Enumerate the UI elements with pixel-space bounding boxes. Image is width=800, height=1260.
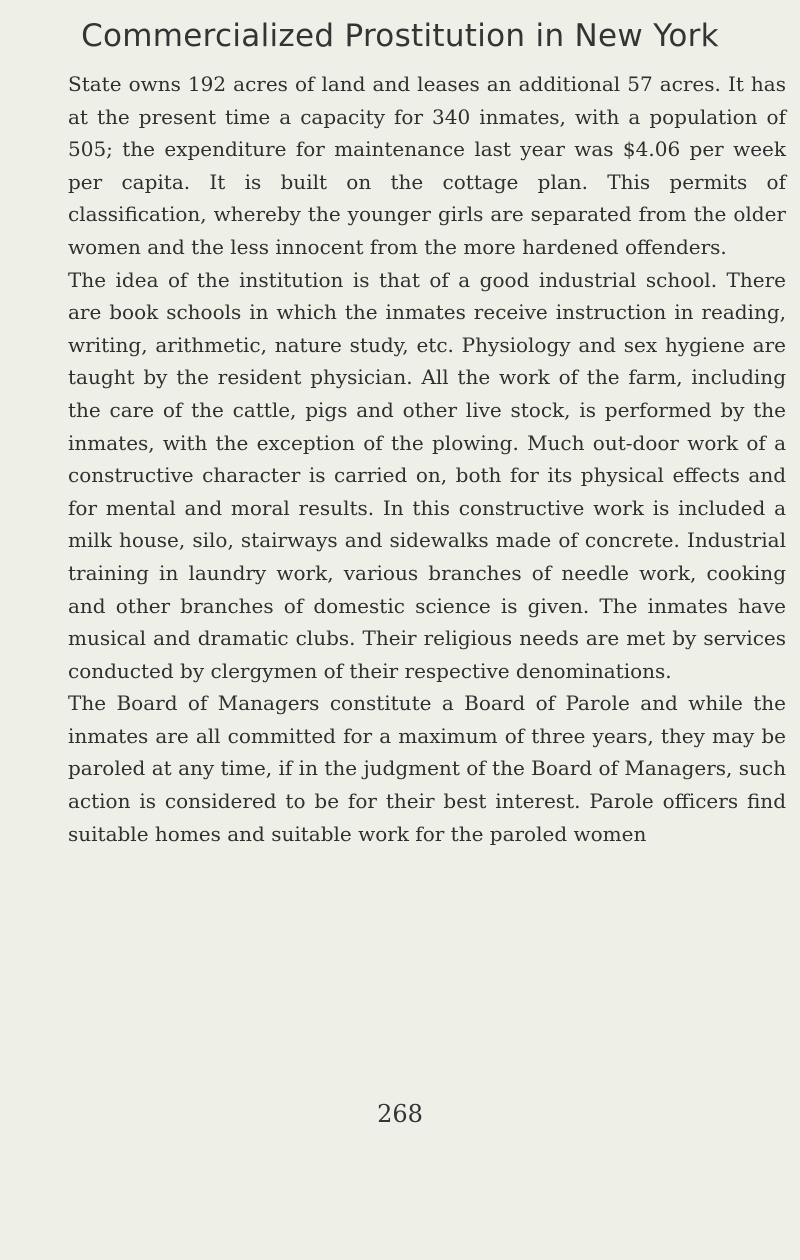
running-header: Commercialized Prostitution in New York bbox=[81, 18, 719, 54]
paragraph-1: State owns 192 acres of land and leases an additional 57 acres. It has at the present time a capacity for 340 inmates, with a population of 505; the expenditure for maintenance last year was $4.06 per week per capita. It is built on the cottage plan. This permits of classification, whereby the younger girls are separated from the older women and the less innocent from the more hardened offenders. bbox=[68, 72, 786, 259]
body-text bbox=[68, 68, 786, 850]
page-number: 268 bbox=[377, 1100, 423, 1128]
paragraph-3: The Board of Managers constitute a Board of Parole and while the inmates are all committed for a maximum of three years, they may be paroled at any time, if in the judgment of the Board of Managers, such action is considered to be for their best interest. Parole officers find suitable homes and suitable work for the paroled women bbox=[68, 691, 786, 846]
paragraph-2: The idea of the institution is that of a good industrial school. There are book schools in which the inmates receive instruction in reading, writing, arithmetic, nature study, etc. Physiology and sex hygiene are taught by the resident physician. All the work of the farm, including the care of the cattle, pigs and other live stock, is performed by the inmates, with the exception of the plowing. Much out-door work of a constructive character is carried on, both for its physical effects and for mental and moral results. In this constructive work is included a milk house, silo, stairways and sidewalks made of concrete. Industrial training in laundry work, various branches of needle work, cooking and other branches of domestic science is given. The inmates have musical and dramatic clubs. Their religious needs are met by services conducted by clergymen of their respective denominations. bbox=[68, 267, 786, 683]
